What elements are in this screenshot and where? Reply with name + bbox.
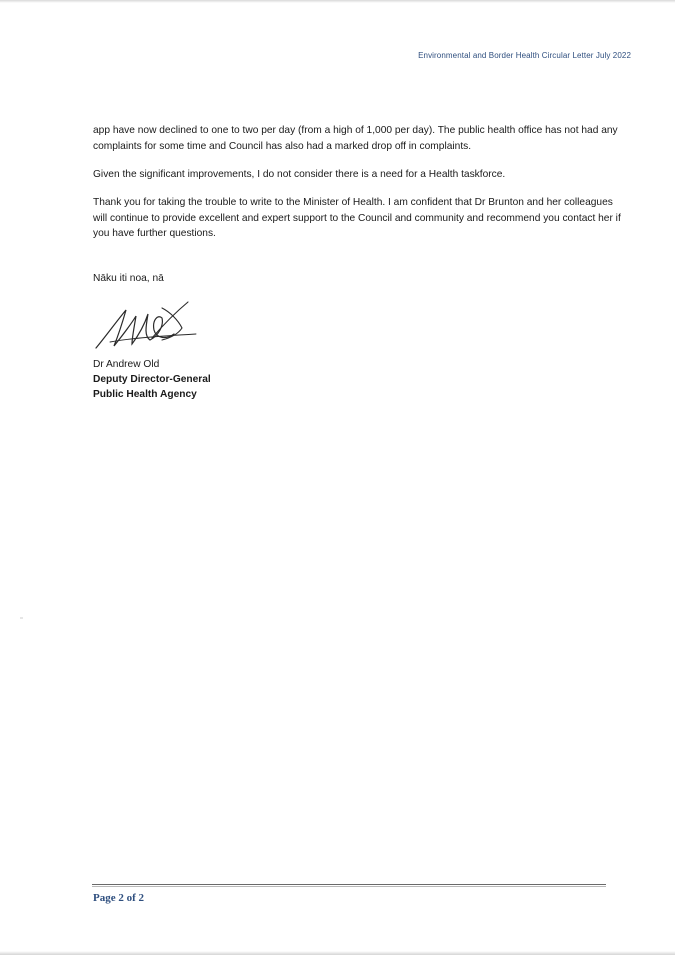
body-paragraph-1: app have now declined to one to two per day (from a high of 1,000 per day). The public health office has not had any complaints for some time and Council has also had a marked drop off in complaints. bbox=[93, 125, 618, 152]
body-paragraph-2: Given the significant improvements, I do not consider there is a need for a Health taskforce. bbox=[93, 169, 506, 180]
body-paragraph-3: Thank you for taking the trouble to write to the Minister of Health. I am confident that Dr Brunton and her colleagues will continue to provide excellent and expert support to the Council and community and recommend you contact her if you have further questions. bbox=[93, 197, 621, 239]
signatory-organisation: Public Health Agency bbox=[93, 389, 197, 400]
signature-block bbox=[93, 357, 211, 402]
scan-edge-bottom bbox=[0, 951, 675, 955]
running-header: Environmental and Border Health Circular Letter July 2022 bbox=[418, 51, 631, 60]
page-number: Page 2 of 2 bbox=[93, 892, 145, 904]
signoff-line: Nāku iti noa, nā bbox=[93, 273, 164, 284]
signatory-title: Deputy Director-General bbox=[93, 374, 211, 385]
handwritten-signature bbox=[92, 296, 202, 356]
footer-rule-shadow bbox=[92, 886, 606, 887]
scan-edge-top bbox=[0, 0, 675, 3]
scan-speck bbox=[20, 617, 23, 619]
footer-rule bbox=[92, 884, 606, 885]
signatory-name: Dr Andrew Old bbox=[93, 359, 160, 370]
